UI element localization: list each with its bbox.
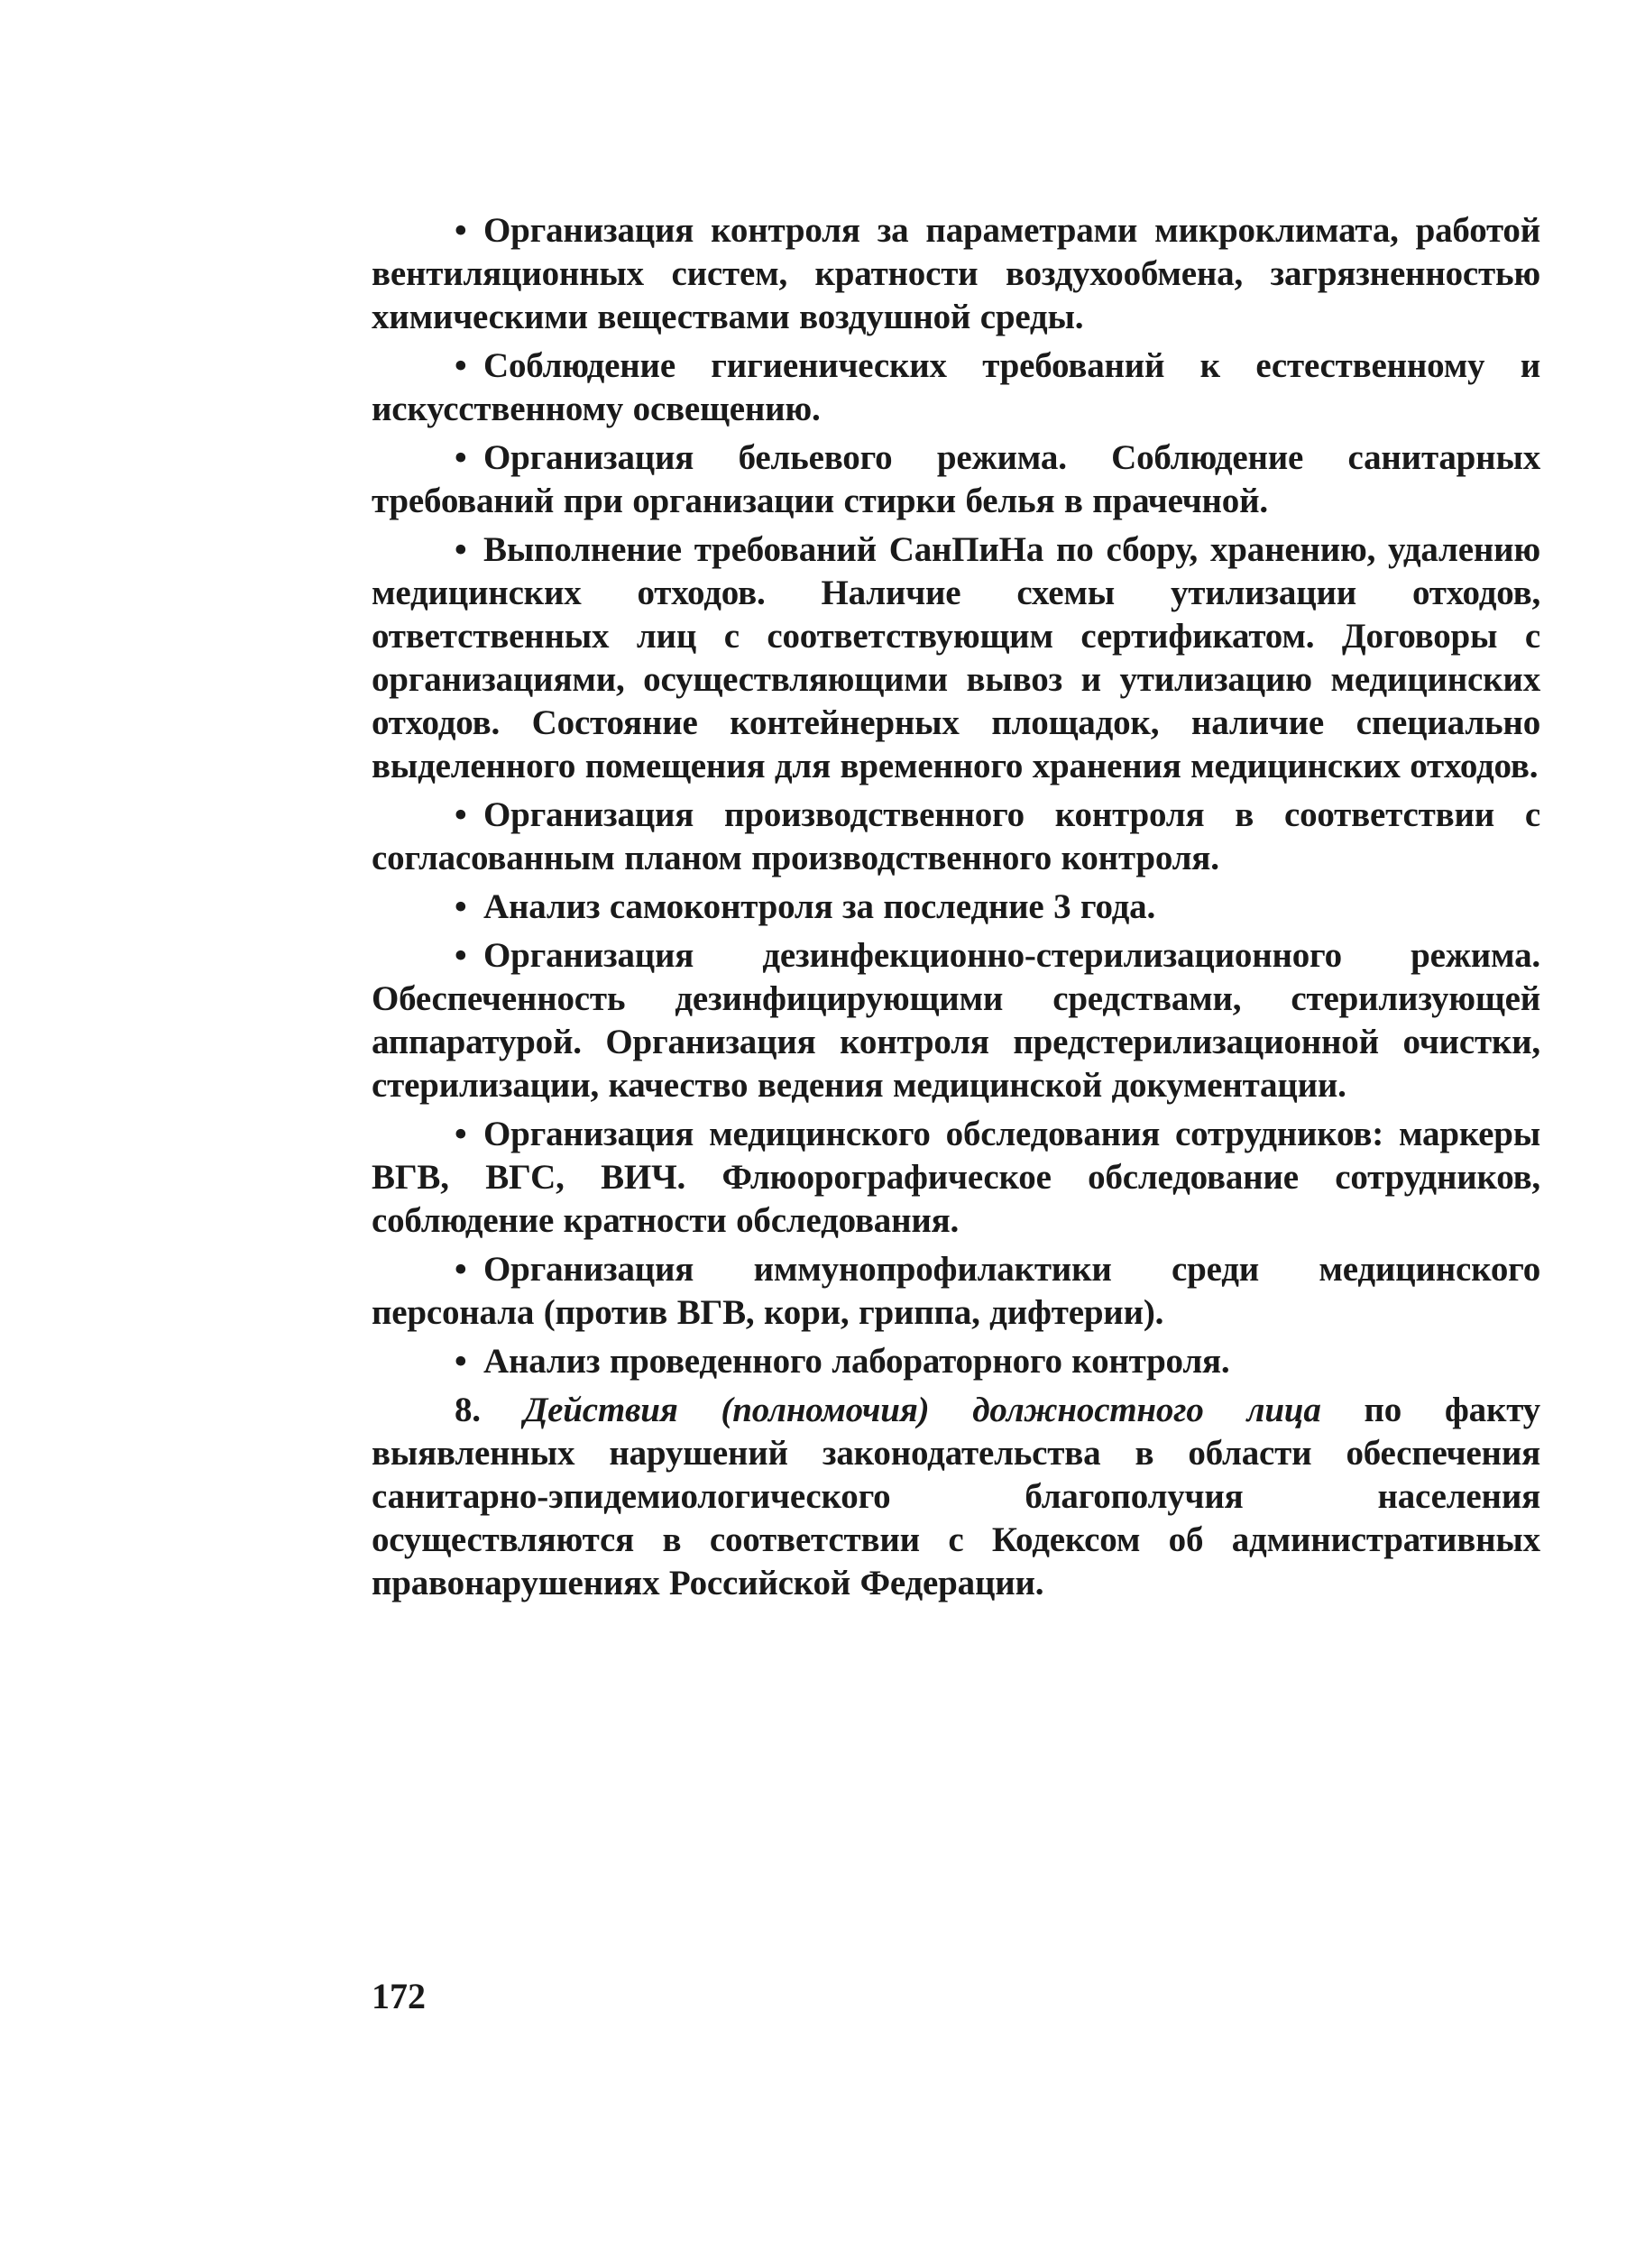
bullet-text: Выполнение требований СанПиНа по сбору, хранению, удалению медицинских отходов. Наличие схемы утилизации отходов, ответственных лиц с соответствующим сертификатом. Договоры с организациями, осуществляющими вывоз и утилизацию медицинских отходов. Состояние контейнерных площадок, наличие специально выделенного помещения для временного хранения медицинских отходов. xyxy=(372,530,1540,785)
bullet-text: Анализ проведенного лабораторного контроля. xyxy=(483,1342,1230,1381)
bullet-icon: • xyxy=(455,438,467,477)
bullet-text: Анализ самоконтроля за последние 3 года. xyxy=(483,887,1156,926)
bullet-text: Соблюдение гигиенических требований к естественному и искусственному освещению. xyxy=(372,346,1540,428)
bullet-item xyxy=(372,1248,1540,1335)
bullet-text: Организация медицинского обследования сотрудников: маркеры ВГВ, ВГС, ВИЧ. Флюорографическое обследование сотрудников, соблюдение кратности обследования. xyxy=(372,1115,1540,1240)
paragraph-italic-lead: Действия (полномочия) должностного лица xyxy=(523,1391,1321,1429)
bullet-icon: • xyxy=(455,211,467,250)
bullet-item xyxy=(372,794,1540,880)
bullet-icon: • xyxy=(455,1342,467,1381)
body-text xyxy=(372,209,1540,1611)
bullet-item xyxy=(372,209,1540,339)
bullet-icon: • xyxy=(455,795,467,834)
numbered-paragraph xyxy=(372,1389,1540,1605)
bullet-item xyxy=(372,1113,1540,1243)
bullet-icon: • xyxy=(455,346,467,385)
bullet-icon: • xyxy=(455,530,467,569)
bullet-text: Организация производственного контроля в соответствии с согласованным планом производственного контроля. xyxy=(372,795,1540,877)
bullet-icon: • xyxy=(455,1250,467,1289)
bullet-text: Организация бельевого режима. Соблюдение санитарных требований при организации стирки белья в прачечной. xyxy=(372,438,1540,520)
bullet-item xyxy=(372,1340,1540,1383)
page-number: 172 xyxy=(372,1976,426,2016)
bullet-text: Организация контроля за параметрами микроклимата, работой вентиляционных систем, кратности воздухообмена, загрязненностью химическими веществами воздушной среды. xyxy=(372,211,1540,336)
bullet-icon: • xyxy=(455,1115,467,1153)
paragraph-rest: по факту выявленных нарушений законодательства в области обеспечения санитарно-эпидемиологического благополучия населения осуществляются в соответствии с Кодексом об административных правонарушениях Российской Федерации. xyxy=(372,1391,1540,1602)
bullet-text: Организация дезинфекционно-стерилизационного режима. Обеспеченность дезинфицирующими средствами, стерилизующей аппаратурой. Организация контроля предстерилизационной очистки, стерилизации, качество ведения медицинской документации. xyxy=(372,936,1540,1105)
bullet-item xyxy=(372,934,1540,1107)
bullet-icon: • xyxy=(455,887,467,926)
bullet-item xyxy=(372,528,1540,788)
bullet-icon: • xyxy=(455,936,467,975)
bullet-item xyxy=(372,436,1540,523)
bullet-item xyxy=(372,886,1540,929)
paragraph-number: 8. xyxy=(455,1391,481,1429)
bullet-text: Организация иммунопрофилактики среди медицинского персонала (против ВГВ, кори, гриппа, дифтерии). xyxy=(372,1250,1540,1332)
bullet-item xyxy=(372,344,1540,431)
